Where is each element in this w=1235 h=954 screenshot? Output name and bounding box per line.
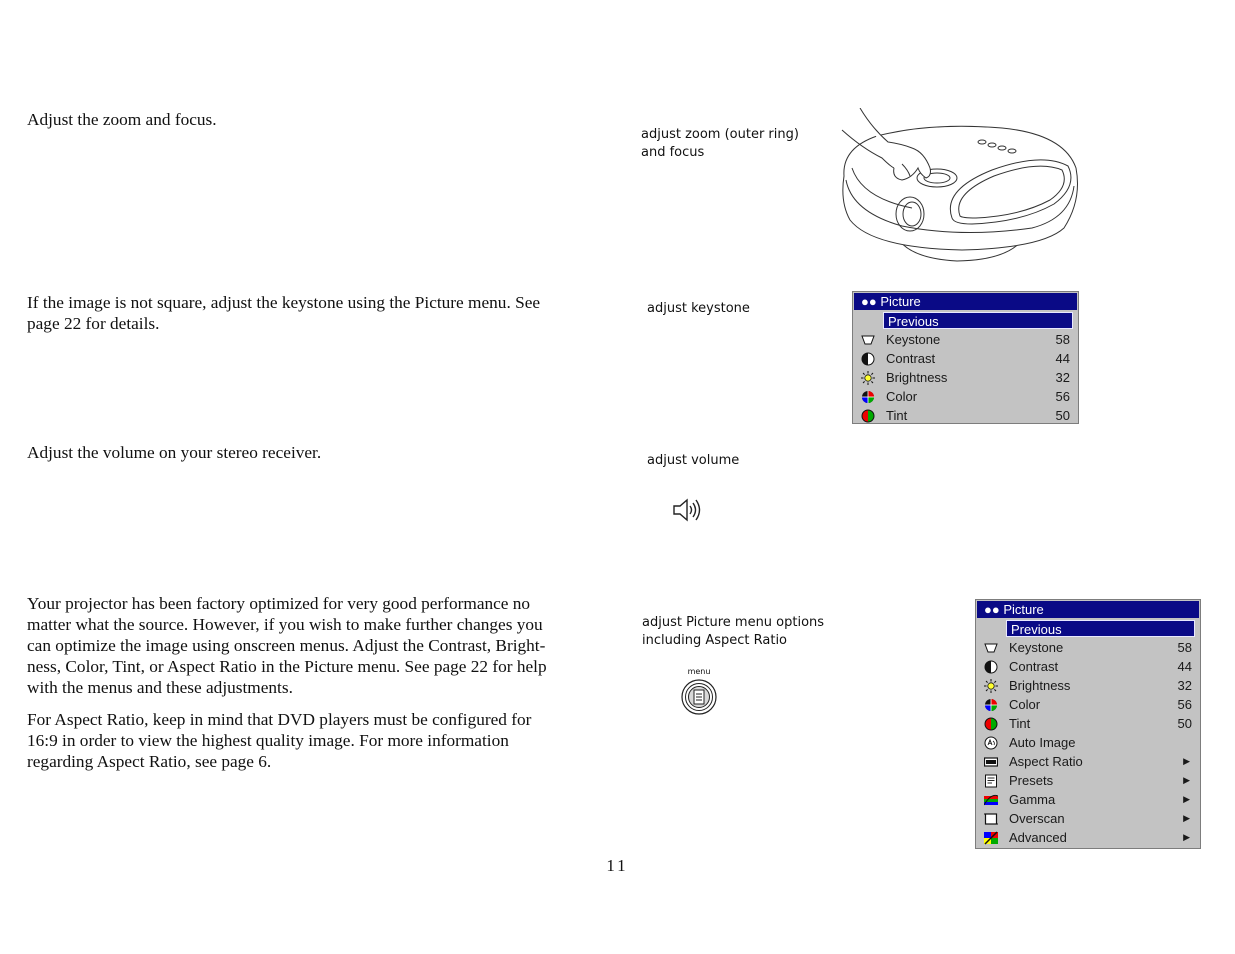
zoom-focus-instruction: Adjust the zoom and focus.	[27, 110, 217, 129]
menu-item-previous[interactable]: Previous	[883, 312, 1073, 329]
gamma-icon	[984, 793, 998, 807]
menu-item-value: 32	[1177, 678, 1192, 693]
menu-item-label: Gamma	[1009, 792, 1056, 807]
zoom-focus-caption: adjust zoom (outer ring) and focus	[641, 127, 799, 160]
menu-item-value: 32	[1055, 370, 1070, 385]
picture-options-paragraph-1: Your projector has been factory optimized for very good performance no matter what the source. However, if you wish to make further changes you can optimize the image using onscreen menus. Adjust the Contrast, Bright- ness, Color, Tint, or Aspect Ratio in the Picture menu. See page 22 for help with the menus and these adjustments.	[27, 594, 547, 697]
menu-item-value: 56	[1177, 697, 1192, 712]
menu-item-label: Color	[1009, 697, 1041, 712]
menu-item-label: Brightness	[886, 370, 948, 385]
menu-item-value: 58	[1055, 332, 1070, 347]
menu-item-keystone[interactable]	[976, 638, 1200, 657]
menu-item-aspect-ratio[interactable]	[976, 752, 1200, 771]
menu-item-label: Advanced	[1009, 830, 1067, 845]
volume-caption: adjust volume	[647, 453, 740, 468]
presets-icon	[984, 774, 998, 788]
menu-item-brightness[interactable]	[976, 676, 1200, 695]
menu-item-presets[interactable]	[976, 771, 1200, 790]
menu-item-label: Tint	[886, 408, 908, 423]
menu-button-label: menu	[687, 667, 711, 676]
keystone-icon	[861, 333, 875, 347]
menu-item-label: Auto Image	[1009, 735, 1076, 750]
menu-item-contrast[interactable]	[976, 657, 1200, 676]
menu-item-contrast[interactable]	[853, 349, 1078, 368]
menu-item-label: Presets	[1009, 773, 1054, 788]
submenu-arrow-icon: ▶	[1183, 794, 1190, 804]
picture-options-caption: adjust Picture menu options including Aspect Ratio	[642, 615, 825, 648]
menu-item-keystone[interactable]	[853, 330, 1078, 349]
menu-item-label: Overscan	[1009, 811, 1065, 826]
color-icon	[984, 698, 998, 712]
contrast-icon	[984, 660, 998, 674]
keystone-caption: adjust keystone	[647, 301, 750, 316]
projector-illustration	[832, 108, 1082, 266]
menu-item-label: Contrast	[886, 351, 936, 366]
menu-button-icon	[681, 679, 717, 715]
volume-instruction: Adjust the volume on your stereo receiver.	[27, 443, 322, 462]
overscan-icon	[984, 812, 998, 826]
menu-item-value: 50	[1055, 408, 1070, 423]
picture-menu-full	[975, 599, 1201, 849]
menu-item-value: 56	[1055, 389, 1070, 404]
menu-title: ●● Picture	[854, 293, 1077, 310]
menu-item-color[interactable]	[853, 387, 1078, 406]
aspect-ratio-icon	[984, 755, 998, 769]
menu-item-overscan[interactable]	[976, 809, 1200, 828]
menu-item-color[interactable]	[976, 695, 1200, 714]
keystone-instruction: If the image is not square, adjust the keystone using the Picture menu. See page 22 for details.	[27, 293, 541, 333]
menu-title: ●● Picture	[977, 601, 1199, 618]
menu-item-tint[interactable]	[976, 714, 1200, 733]
menu-item-label: Contrast	[1009, 659, 1059, 674]
picture-menu-small	[852, 291, 1079, 424]
submenu-arrow-icon: ▶	[1183, 832, 1190, 842]
picture-options-paragraph-2: For Aspect Ratio, keep in mind that DVD players must be configured for 16:9 in order to view the highest quality image. For more information regarding Aspect Ratio, see page 6.	[27, 710, 532, 771]
menu-item-value: 44	[1055, 351, 1070, 366]
tint-icon	[984, 717, 998, 731]
menu-item-value: 50	[1177, 716, 1192, 731]
auto-image-icon	[984, 736, 998, 750]
menu-item-value: 58	[1177, 640, 1192, 655]
keystone-icon	[984, 641, 998, 655]
menu-item-value: 44	[1177, 659, 1192, 674]
tint-icon	[861, 409, 875, 423]
menu-item-label: Keystone	[886, 332, 941, 347]
submenu-arrow-icon: ▶	[1183, 775, 1190, 785]
menu-item-label: Tint	[1009, 716, 1031, 731]
submenu-arrow-icon: ▶	[1183, 756, 1190, 766]
speaker-volume-icon	[672, 498, 702, 522]
menu-item-label: Brightness	[1009, 678, 1071, 693]
menu-item-previous[interactable]: Previous	[1006, 620, 1195, 637]
advanced-icon	[984, 831, 998, 845]
submenu-arrow-icon: ▶	[1183, 813, 1190, 823]
menu-item-auto-image[interactable]	[976, 733, 1200, 752]
menu-item-label: Aspect Ratio	[1009, 754, 1083, 769]
menu-item-advanced[interactable]	[976, 828, 1200, 847]
brightness-icon	[984, 679, 998, 693]
menu-item-label: Keystone	[1009, 640, 1064, 655]
color-icon	[861, 390, 875, 404]
menu-item-brightness[interactable]	[853, 368, 1078, 387]
menu-item-tint[interactable]	[853, 406, 1078, 425]
contrast-icon	[861, 352, 875, 366]
brightness-icon	[861, 371, 875, 385]
menu-item-gamma[interactable]	[976, 790, 1200, 809]
menu-item-label: Color	[886, 389, 918, 404]
page-number: 11	[606, 856, 629, 875]
